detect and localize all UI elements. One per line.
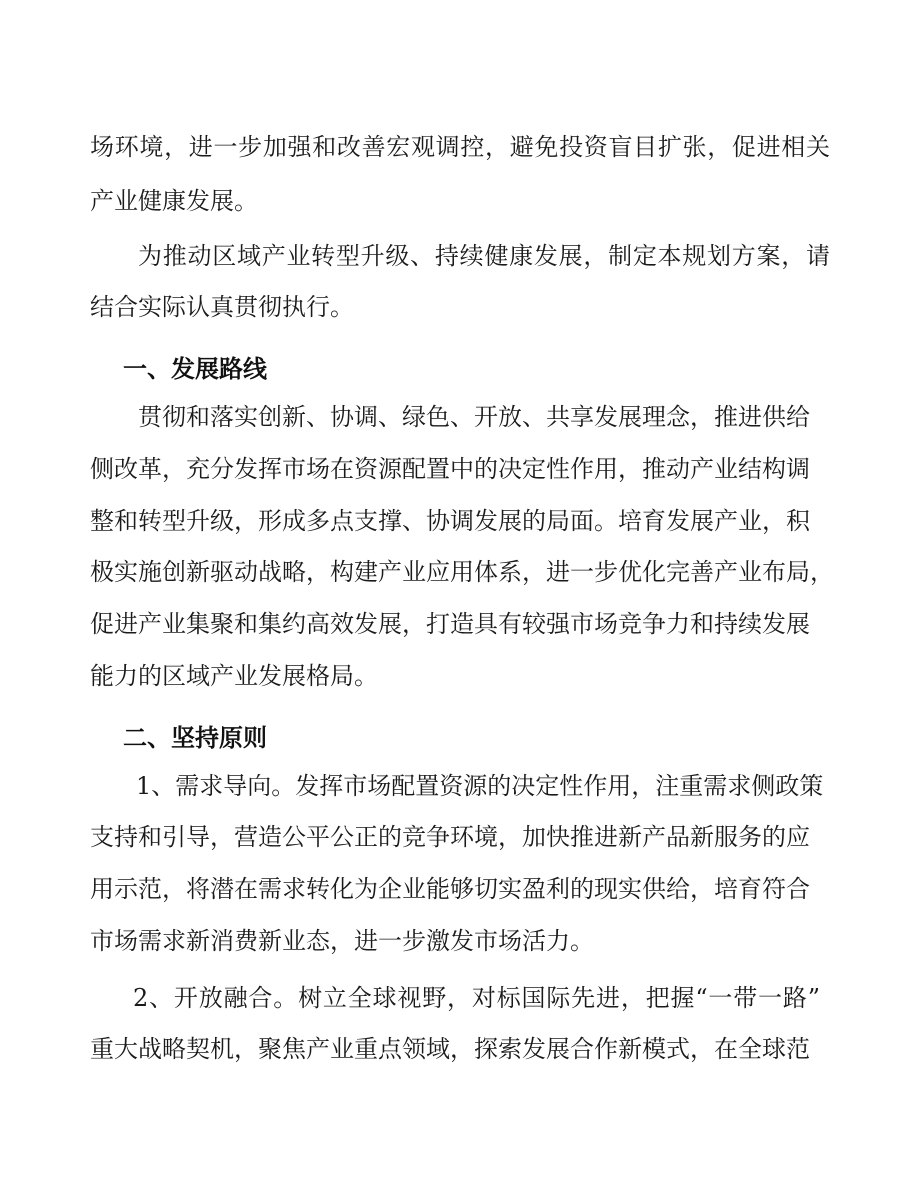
purpose-line-1: 为推动区域产业转型升级、持续健康发展，制定本规划方案，请	[138, 242, 830, 270]
section-1-heading: 一、发展路线	[123, 355, 267, 383]
section-1-line-3: 整和转型升级，形成多点支撑、协调发展的局面。培育发展产业，积	[90, 507, 810, 535]
intro-line-1: 场环境，进一步加强和改善宏观调控，避免投资盲目扩张，促进相关	[90, 133, 830, 161]
principle-1-line-2: 支持和引导，营造公平公正的竞争环境，加快推进新产品新服务的应	[90, 823, 810, 851]
principle-2-line-1: 2、开放融合。树立全球视野，对标国际先进，把握“一带一路”	[133, 984, 820, 1012]
section-1-line-5: 促进产业集聚和集约高效发展，打造具有较强市场竞争力和持续发展	[90, 610, 810, 638]
principle-1-line-1: 1、需求导向。发挥市场配置资源的决定性作用，注重需求侧政策	[136, 772, 824, 800]
principle-2-line-2: 重大战略契机，聚焦产业重点领域，探索发展合作新模式，在全球范	[90, 1035, 810, 1063]
section-1-line-1: 贯彻和落实创新、协调、绿色、开放、共享发展理念，推进供给	[138, 403, 810, 431]
section-1-line-4: 极实施创新驱动战略，构建产业应用体系，进一步优化完善产业布局，	[90, 558, 834, 586]
purpose-line-2: 结合实际认真贯彻执行。	[90, 293, 354, 321]
section-1-line-2: 侧改革，充分发挥市场在资源配置中的决定性作用，推动产业结构调	[90, 455, 810, 483]
section-2-heading: 二、坚持原则	[123, 724, 267, 752]
intro-line-2: 产业健康发展。	[90, 187, 258, 215]
principle-1-line-4: 市场需求新消费新业态，进一步激发市场活力。	[90, 927, 594, 955]
principle-1-line-3: 用示范，将潜在需求转化为企业能够切实盈利的现实供给，培育符合	[90, 875, 810, 903]
section-1-line-6: 能力的区域产业发展格局。	[90, 662, 378, 690]
